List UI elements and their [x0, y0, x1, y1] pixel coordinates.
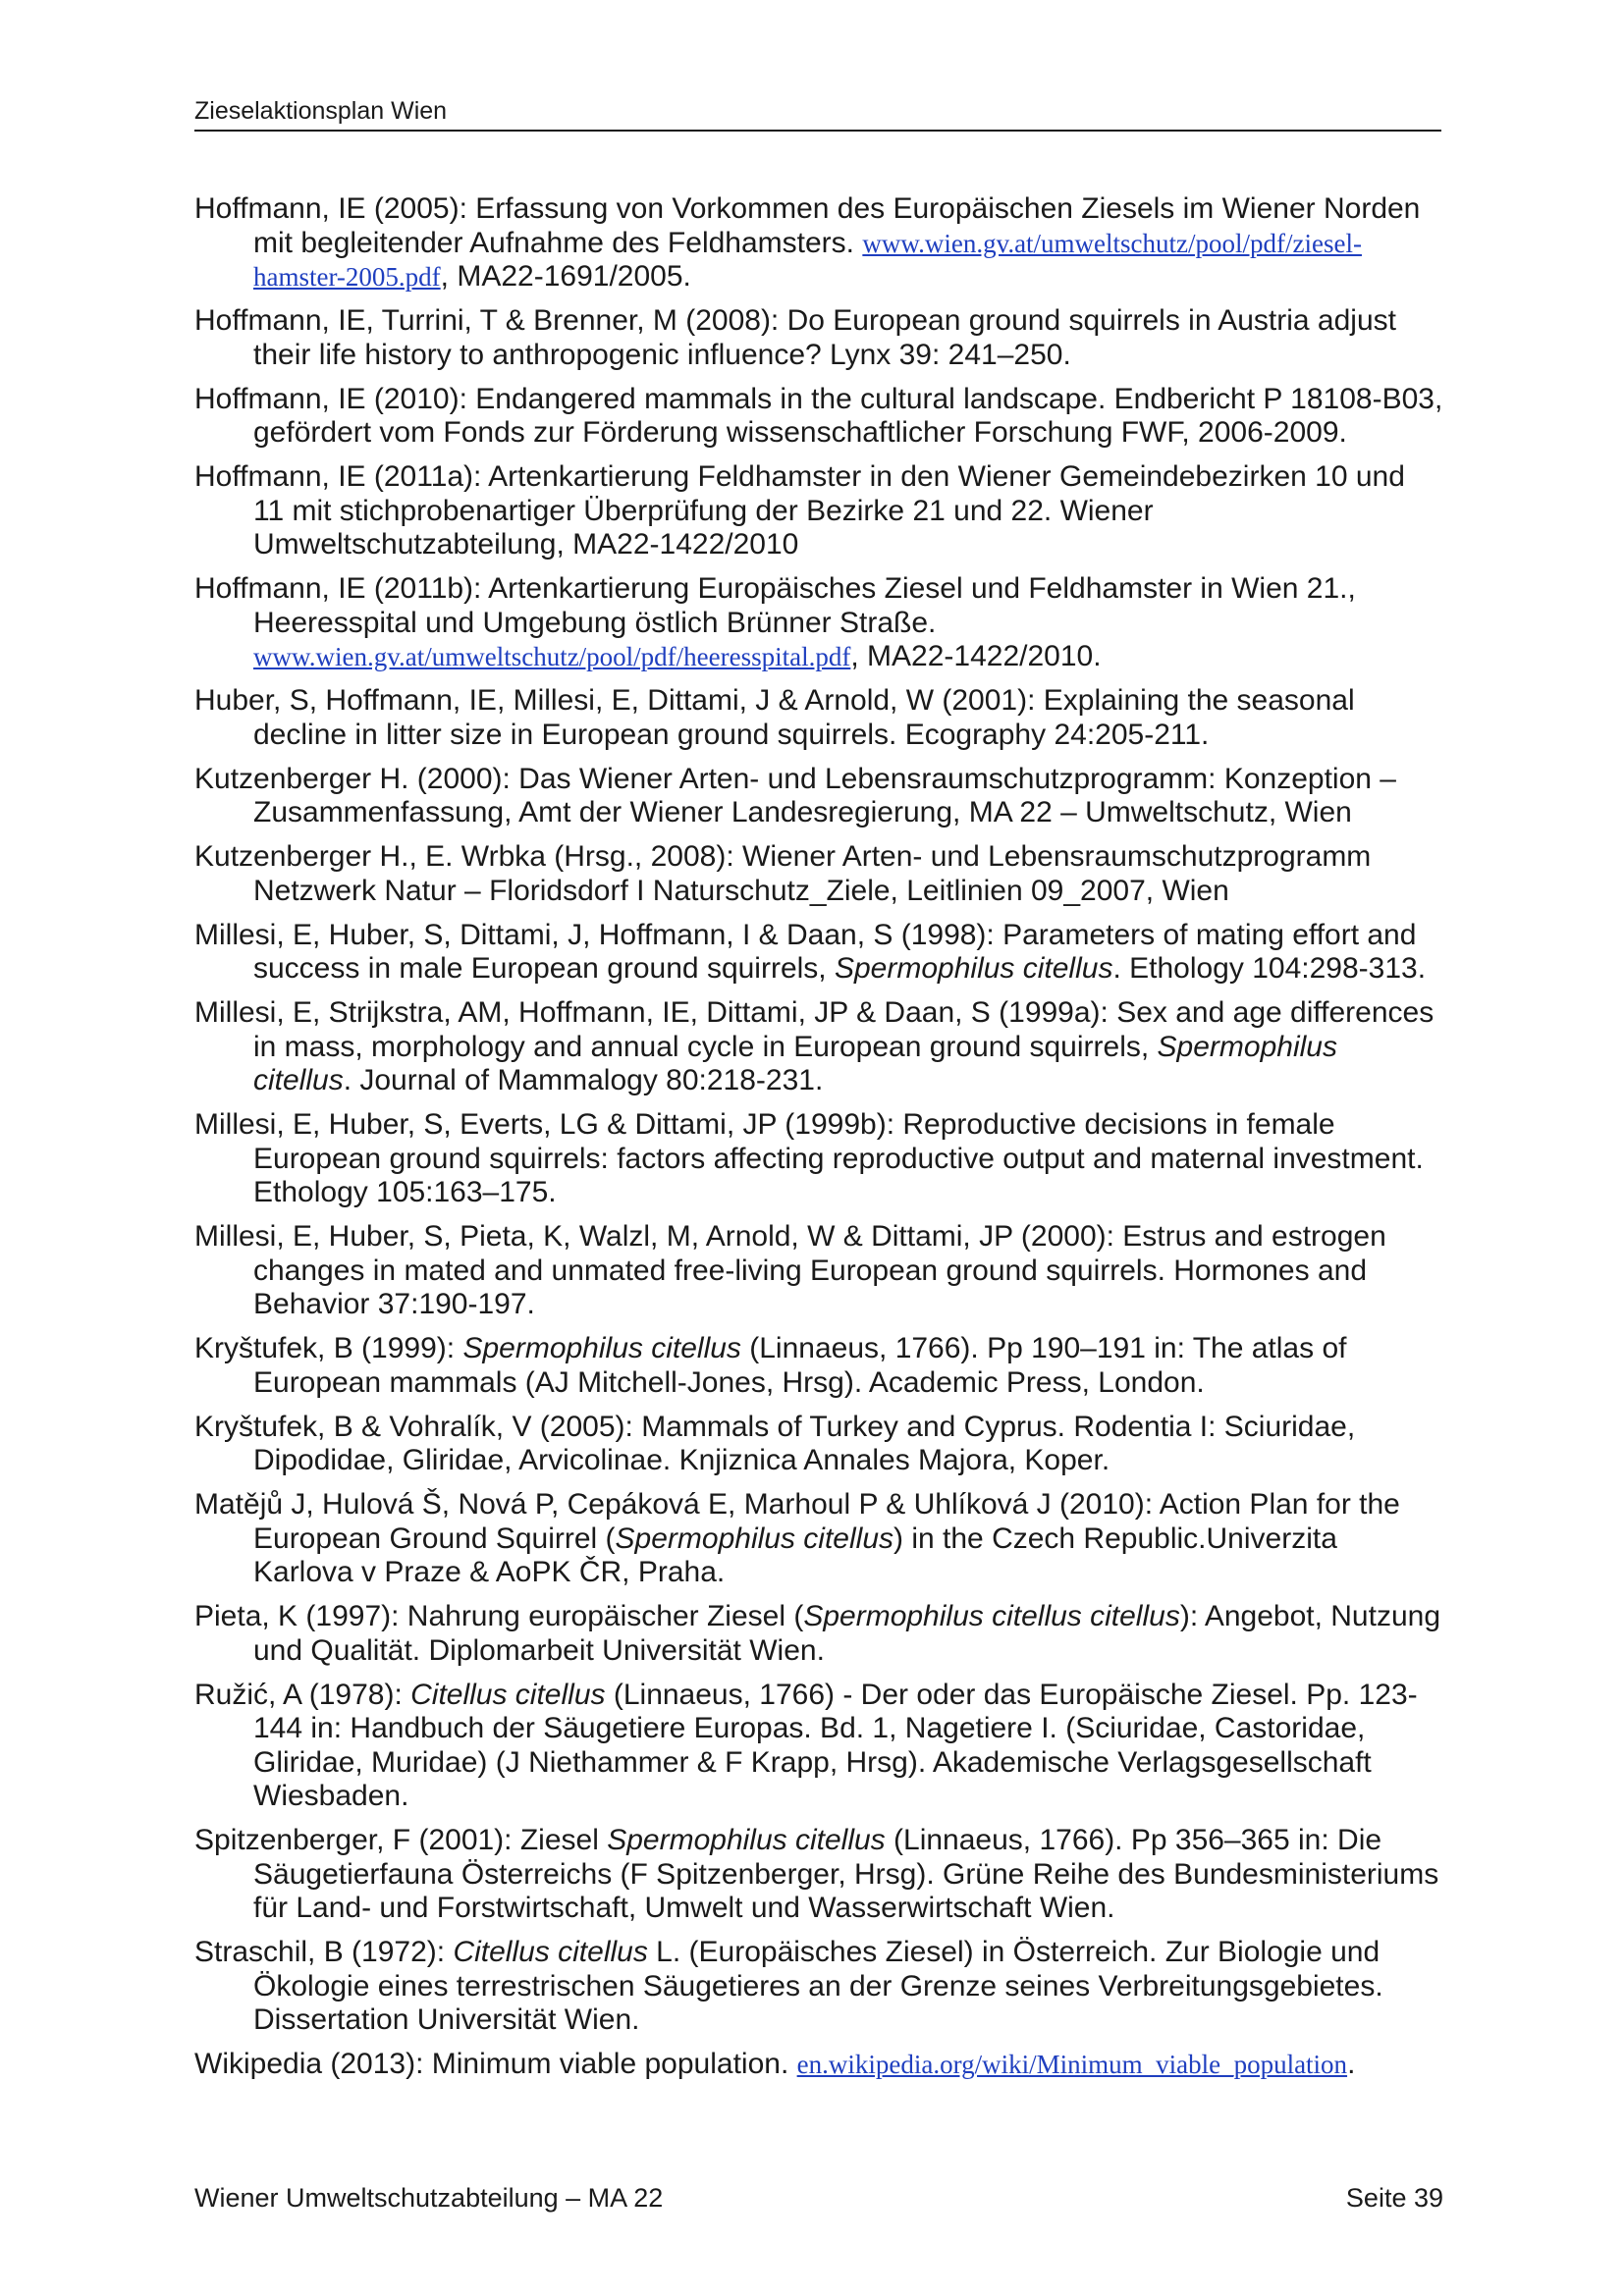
reference-entry — [194, 1936, 1443, 2038]
reference-text: Hoffmann, IE (2011a): Artenkartierung Feldhamster in den Wiener Gemeindebezirken 10 und 11 mit stichprobenartiger Überprüfung der Bezirke 21 und 22. Wiener Umweltschutzabteilung, MA22-1422/2010 — [194, 460, 1405, 561]
reference-text: Straschil, B (1972): — [194, 1936, 454, 1968]
reference-link[interactable]: www.wien.gv.at/umweltschutz/pool/pdf/heeresspital.pdf — [253, 642, 851, 671]
reference-text: ): Angebot, Nutzung und Qualität. Diplomarbeit Universität Wien. — [253, 1600, 1441, 1667]
species-name: Citellus citellus — [453, 1936, 648, 1968]
reference-text: Kutzenberger H., E. Wrbka (Hrsg., 2008): Wiener Arten- und Lebensraumschutzprogramm Netzwerk Natur – Floridsdorf I Naturschutz_Ziele, Leitlinien 09_2007, Wien — [194, 840, 1372, 907]
reference-entry — [194, 763, 1443, 830]
reference-entry — [194, 1488, 1443, 1590]
reference-text: Wikipedia (2013): Minimum viable population. — [194, 2048, 797, 2080]
reference-text: ) in the Czech Republic.Univerzita Karlova v Praze & AoPK ČR, Praha. — [253, 1522, 1337, 1588]
reference-entry — [194, 1332, 1443, 1400]
reference-text: Kutzenberger H. (2000): Das Wiener Arten- und Lebensraumschutzprogramm: Konzeption – Zusammenfassung, Amt der Wiener Landesregierung, MA 22 – Umweltschutz, Wien — [194, 762, 1396, 828]
reference-text: Hoffmann, IE, Turrini, T & Brenner, M (2008): Do European ground squirrels in Austria adjust their life history to anthropogenic influence? Lynx 39: 241–250. — [194, 304, 1396, 371]
reference-text: Millesi, E, Huber, S, Everts, LG & Dittami, JP (1999b): Reproductive decisions in female European ground squirrels: factors affecting reproductive output and maternal investment. Ethology 105:163–175. — [194, 1108, 1424, 1208]
reference-entry — [194, 996, 1443, 1098]
reference-entry — [194, 1220, 1443, 1322]
reference-link[interactable]: en.wikipedia.org/wiki/Minimum_viable_population — [796, 2050, 1348, 2079]
species-name: Citellus citellus — [410, 1678, 606, 1711]
reference-text: Millesi, E, Huber, S, Dittami, J, Hoffmann, I & Daan, S (1998): Parameters of mating effort and success in male European ground squirrels, — [194, 918, 1417, 985]
species-name: Spermophilus citellus — [607, 1824, 886, 1856]
reference-entry — [194, 383, 1443, 451]
reference-entry — [194, 460, 1443, 562]
reference-text: (Linnaeus, 1766) - Der oder das Europäische Ziesel. Pp. 123-144 in: Handbuch der Säugetiere Europas. Bd. 1, Nagetiere I. (Sciuridae, Castoridae, Gliridae, Muridae) (J Niethammer & F Krapp, Hrsg). Akademische Verlagsgesellschaft Wiesbaden. — [253, 1678, 1418, 1812]
species-name: Spermophilus citellus — [462, 1332, 741, 1364]
reference-text: Kryštufek, B (1999): — [194, 1332, 463, 1364]
reference-link[interactable]: www.wien.gv.at/umweltschutz/pool/pdf/ziesel-hamster-2005.pdf — [253, 228, 1362, 292]
species-name: Spermophilus citellus citellus — [803, 1600, 1180, 1632]
reference-text: . Journal of Mammalogy 80:218-231. — [343, 1064, 824, 1096]
reference-entry — [194, 1679, 1443, 1814]
reference-entry — [194, 1600, 1443, 1668]
footer-organization: Wiener Umweltschutzabteilung – MA 22 — [194, 2183, 664, 2213]
reference-entry — [194, 919, 1443, 987]
reference-entry — [194, 304, 1443, 372]
document-title: Zieselaktionsplan Wien — [194, 97, 448, 125]
reference-text: Hoffmann, IE (2010): Endangered mammals in the cultural landscape. Endbericht P 18108-B03, gefördert vom Fonds zur Förderung wissenschaftlicher Forschung FWF, 2006-2009. — [194, 382, 1443, 449]
reference-text: . Ethology 104:298-313. — [1112, 952, 1427, 985]
reference-text: L. (Europäisches Ziesel) in Österreich. Zur Biologie und Ökologie eines terrestrischen Säugetieres an der Grenze seines Verbreitungsgebietes. Dissertation Universität Wien. — [253, 1936, 1383, 2036]
page-header — [194, 94, 1441, 132]
reference-text: Millesi, E, Huber, S, Pieta, K, Walzl, M, Arnold, W & Dittami, JP (2000): Estrus and estrogen changes in mated and unmated free-living European ground squirrels. Hormones and Behavior 37:190-197. — [194, 1220, 1386, 1320]
reference-entry — [194, 192, 1443, 294]
species-name: Spermophilus citellus — [834, 952, 1113, 985]
reference-entry — [194, 1411, 1443, 1478]
reference-text: , MA22-1422/2010. — [850, 640, 1102, 672]
reference-text: Millesi, E, Strijkstra, AM, Hoffmann, IE, Dittami, JP & Daan, S (1999a): Sex and age differences in mass, morphology and annual cycle in European ground squirrels, — [194, 996, 1435, 1063]
reference-text: Matějů J, Hulová Š, Nová P, Cepáková E, Marhoul P & Uhlíková J (2010): Action Plan for the European Ground Squirrel ( — [194, 1488, 1400, 1555]
reference-text: Hoffmann, IE (2005): Erfassung von Vorkommen des Europäischen Ziesels im Wiener Norden mit begleitender Aufnahme des Feldhamsters. — [194, 192, 1421, 259]
reference-entry — [194, 1108, 1443, 1210]
page-footer — [194, 2181, 1443, 2215]
reference-text: (Linnaeus, 1766). Pp 190–191 in: The atlas of European mammals (AJ Mitchell-Jones, Hrsg). Academic Press, London. — [253, 1332, 1347, 1399]
reference-text: Ružić, A (1978): — [194, 1678, 411, 1711]
reference-text: Pieta, K (1997): Nahrung europäischer Ziesel ( — [194, 1600, 804, 1632]
reference-text: , MA22-1691/2005. — [440, 260, 691, 293]
reference-text: Huber, S, Hoffmann, IE, Millesi, E, Dittami, J & Arnold, W (2001): Explaining the seasonal decline in litter size in European ground squirrels. Ecography 24:205-211. — [194, 684, 1355, 751]
reference-text: (Linnaeus, 1766). Pp 356–365 in: Die Säugetierfauna Österreichs (F Spitzenberger, Hrsg). Grüne Reihe des Bundesministeriums für Land- und Forstwirtschaft, Umwelt und Wasserwirtschaft Wien. — [253, 1824, 1439, 1924]
species-name: Spermophilus citellus — [615, 1522, 894, 1555]
species-name: Spermophilus citellus — [253, 1030, 1337, 1096]
reference-entry — [194, 572, 1443, 674]
reference-entry — [194, 2048, 1443, 2082]
reference-text: Spitzenberger, F (2001): Ziesel — [194, 1824, 608, 1856]
reference-entry — [194, 1824, 1443, 1926]
reference-text: Kryštufek, B & Vohralík, V (2005): Mammals of Turkey and Cyprus. Rodentia I: Sciuridae, Dipodidae, Gliridae, Arvicolinae. Knjiznica Annales Majora, Koper. — [194, 1410, 1356, 1476]
reference-entry — [194, 684, 1443, 752]
page-number: Seite 39 — [1345, 2183, 1443, 2213]
reference-entry — [194, 840, 1443, 908]
reference-list — [194, 192, 1443, 2092]
reference-text: Hoffmann, IE (2011b): Artenkartierung Europäisches Ziesel und Feldhamster in Wien 21., Heeresspital und Umgebung östlich Brünner Straße. — [194, 572, 1356, 639]
reference-text: . — [1347, 2048, 1356, 2080]
